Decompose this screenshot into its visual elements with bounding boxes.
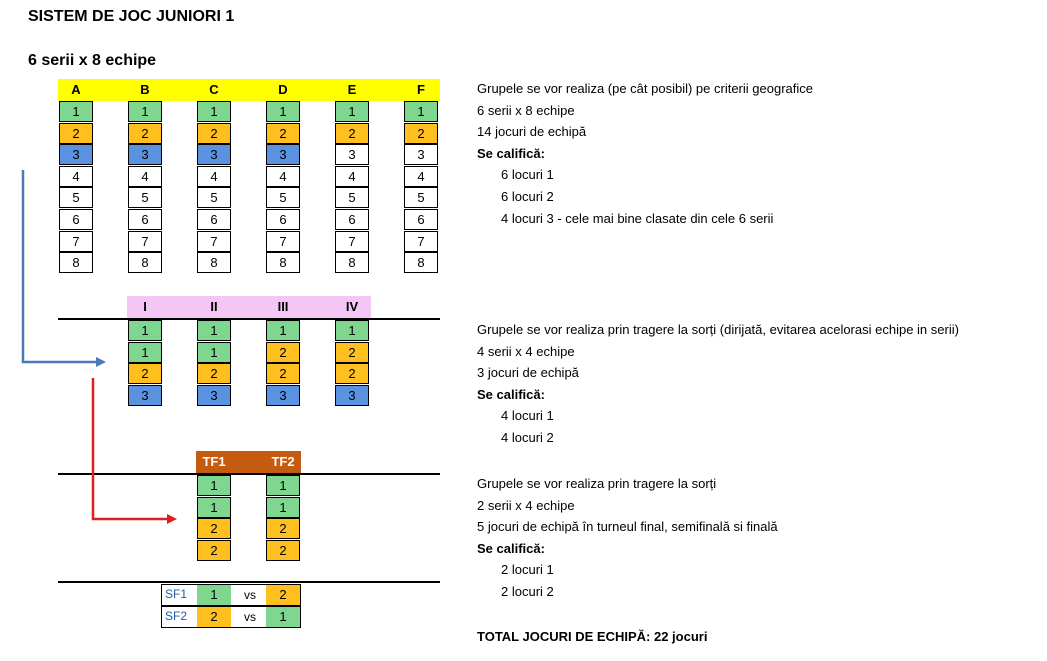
note-line: 2 serii x 4 echipe	[477, 497, 575, 513]
grid-cell: 3	[404, 144, 438, 165]
note-line: 5 jocuri de echipă în turneul final, semifinală si finală	[477, 519, 778, 535]
note-line: 4 serii x 4 echipe	[477, 343, 575, 359]
note-line: Se califică:	[477, 540, 545, 556]
grid-cell: 1	[335, 101, 369, 122]
grid-cell: 5	[266, 187, 300, 208]
semifinal-label: SF2	[165, 609, 188, 623]
grid-cell: 2	[266, 363, 300, 384]
grid-cell: 2	[335, 363, 369, 384]
grid-cell: 1	[197, 320, 231, 341]
grid-cell: 7	[335, 231, 369, 252]
grid-cell: 8	[128, 252, 162, 273]
grid-cell: 1	[266, 320, 300, 341]
grid-cell: 3	[197, 385, 231, 406]
note-line: Se califică:	[477, 386, 545, 402]
semifinal-team-left: 2	[197, 607, 231, 627]
grid-cell: 5	[335, 187, 369, 208]
column-header: II	[210, 299, 218, 314]
note-line: 14 jocuri de echipă	[477, 124, 587, 140]
grid-cell: 1	[335, 320, 369, 341]
semifinal-vs: vs	[244, 588, 256, 602]
grid-cell: 1	[266, 101, 300, 122]
semifinal-team-right: 1	[266, 607, 300, 627]
grid-cell: 8	[335, 252, 369, 273]
note-line: 2 locuri 1	[501, 562, 554, 578]
grid-cell: 2	[197, 540, 231, 561]
grid-cell: 2	[266, 123, 300, 144]
blue-arrow-icon	[23, 170, 106, 367]
note-line: Grupele se vor realiza (pe cât posibil) pe criterii geografice	[477, 81, 813, 96]
column-header: I	[143, 299, 147, 314]
page-title: SISTEM DE JOC JUNIORI 1	[28, 8, 235, 25]
column-header: TF1	[202, 454, 226, 469]
column-header: D	[278, 82, 288, 97]
note-line: 4 locuri 3 - cele mai bine clasate din cele 6 serii	[501, 210, 774, 226]
semifinal-team-right: 2	[266, 585, 300, 605]
column-header: F	[417, 82, 425, 97]
semifinal-label: SF1	[165, 587, 188, 601]
note-line: 6 locuri 1	[501, 167, 554, 183]
grid-cell: 2	[128, 363, 162, 384]
grid-cell: 1	[266, 475, 300, 496]
grid-cell: 3	[197, 144, 231, 165]
grid-cell: 7	[59, 231, 93, 252]
grid-cell: 6	[266, 209, 300, 230]
grid-cell: 1	[404, 101, 438, 122]
grid-cell: 4	[128, 166, 162, 187]
grid-cell: 5	[404, 187, 438, 208]
grid-cell: 1	[266, 497, 300, 518]
grid-cell: 2	[197, 518, 231, 539]
grid-cell: 1	[59, 101, 93, 122]
column-header: C	[209, 82, 219, 97]
note-line: 2 locuri 2	[501, 584, 554, 599]
grid-cell: 1	[197, 101, 231, 122]
grid-cell: 5	[197, 187, 231, 208]
note-line: 6 locuri 2	[501, 189, 554, 204]
grid-cell: 6	[128, 209, 162, 230]
grid-cell: 7	[197, 231, 231, 252]
grid-cell: 2	[404, 123, 438, 144]
column-header: TF2	[271, 454, 295, 469]
grid-cell: 8	[404, 252, 438, 273]
column-header: IV	[345, 299, 359, 314]
grid-cell: 3	[266, 144, 300, 165]
note-line: Grupele se vor realiza prin tragere la sorți (dirijată, evitarea acelorasi echipe in serii)	[477, 322, 959, 337]
note-line: 4 locuri 1	[501, 408, 554, 424]
grid-cell: 2	[266, 540, 300, 561]
grid-cell: 1	[128, 101, 162, 122]
note-line: Se califică:	[477, 145, 545, 161]
note-line: Grupele se vor realiza prin tragere la sorți	[477, 476, 717, 491]
grid-cell: 6	[197, 209, 231, 230]
grid-cell: 2	[197, 363, 231, 384]
column-header: B	[140, 82, 150, 97]
semifinal-vs: vs	[244, 610, 256, 624]
column-header: E	[347, 82, 357, 97]
grid-cell: 8	[197, 252, 231, 273]
grid-cell: 6	[404, 209, 438, 230]
grid-cell: 6	[335, 209, 369, 230]
page-subtitle: 6 serii x 8 echipe	[28, 52, 157, 69]
total-games: TOTAL JOCURI DE ECHIPĂ: 22 jocuri	[477, 629, 708, 644]
note-line: 4 locuri 2	[501, 430, 554, 445]
note-line: 3 jocuri de echipă	[477, 365, 579, 381]
grid-cell: 1	[128, 320, 162, 341]
grid-cell: 2	[128, 123, 162, 144]
grid-cell: 5	[128, 187, 162, 208]
column-header: A	[71, 82, 81, 97]
semifinal-team-left: 1	[197, 585, 231, 605]
grid-cell: 1	[128, 342, 162, 363]
grid-cell: 1	[197, 475, 231, 496]
grid-cell: 2	[335, 123, 369, 144]
grid-cell: 4	[197, 166, 231, 187]
red-arrow-icon	[93, 378, 177, 524]
note-line: 6 serii x 8 echipe	[477, 102, 575, 118]
grid-cell: 4	[404, 166, 438, 187]
grid-cell: 3	[59, 144, 93, 165]
grid-cell: 5	[59, 187, 93, 208]
grid-cell: 3	[128, 144, 162, 165]
grid-cell: 1	[197, 497, 231, 518]
grid-cell: 2	[197, 123, 231, 144]
grid-cell: 6	[59, 209, 93, 230]
column-header: III	[277, 299, 289, 314]
grid-cell: 3	[335, 385, 369, 406]
grid-cell: 4	[59, 166, 93, 187]
grid-cell: 7	[266, 231, 300, 252]
grid-cell: 7	[404, 231, 438, 252]
grid-cell: 1	[197, 342, 231, 363]
grid-cell: 7	[128, 231, 162, 252]
grid-cell: 8	[59, 252, 93, 273]
grid-cell: 8	[266, 252, 300, 273]
grid-cell: 4	[266, 166, 300, 187]
grid-cell: 3	[335, 144, 369, 165]
grid-cell: 4	[335, 166, 369, 187]
grid-cell: 3	[266, 385, 300, 406]
grid-cell: 3	[128, 385, 162, 406]
grid-cell: 2	[266, 342, 300, 363]
grid-cell: 2	[59, 123, 93, 144]
grid-cell: 2	[335, 342, 369, 363]
grid-cell: 2	[266, 518, 300, 539]
